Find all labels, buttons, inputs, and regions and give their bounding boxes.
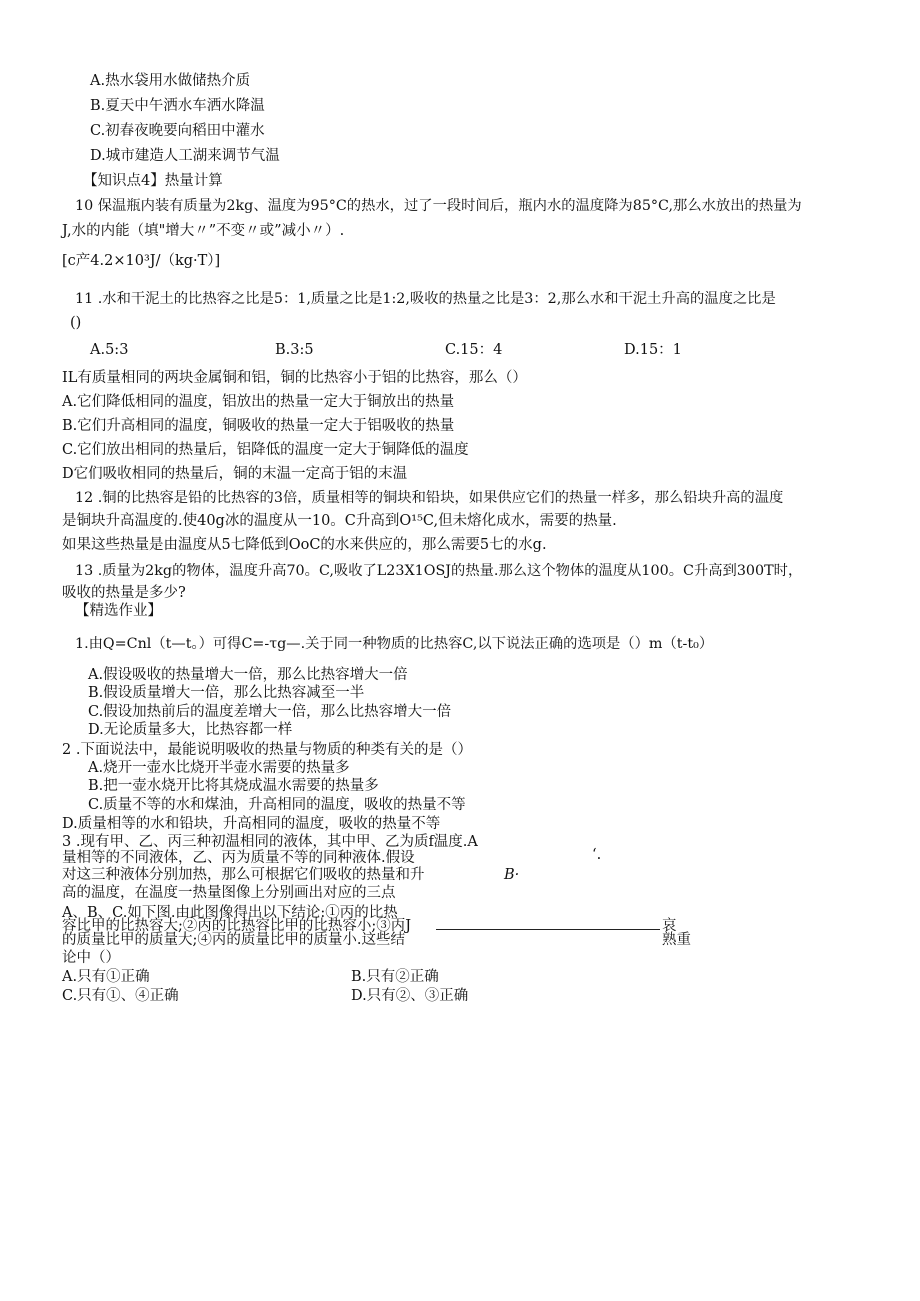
- hw3-option-a: A.只有①正确: [62, 969, 150, 985]
- qIL-stem: IL有质量相同的两块金属铜和铝，铜的比热容小于铝的比热容，那么（）: [62, 370, 527, 386]
- knowledge-point-4-heading: 【知识点4】热量计算: [83, 173, 223, 189]
- hw3-figure-mark-1: ‘.: [592, 847, 602, 863]
- hw2-option-a: A.烧开一壶水比烧开半壶水需要的热量多: [88, 760, 350, 776]
- q9-option-a: A.热水袋用水做储热介质: [90, 73, 251, 89]
- q10-line-1: 10 保温瓶内装有质量为2kg、温度为95°C的热水，过了一段时间后，瓶内水的温度降为85°C,那么水放出的热量为: [75, 198, 802, 214]
- q13-line-1: 13 .质量为2kg的物体，温度升高70。C,吸收了L23X1OSJ的热量.那么这个物体的温度从100。C升高到300T时，: [75, 563, 803, 579]
- q11-option-a: A.5:3: [90, 342, 129, 358]
- q9-option-b: B.夏天中午洒水车洒水降温: [90, 98, 265, 114]
- q11-option-c: C.15：4: [445, 342, 503, 358]
- q11-option-d: D.15：1: [624, 342, 682, 358]
- qIL-option-c: C.它们放出相同的热量后，铝降低的温度一定大于铜降低的温度: [62, 442, 469, 458]
- hw3-option-d: D.只有②、③正确: [351, 988, 469, 1004]
- qIL-option-a: A.它们降低相同的温度，铝放出的热量一定大于铜放出的热量: [62, 394, 455, 410]
- hw3-figure-axis-line: [436, 929, 660, 930]
- hw3-line-6: 容比甲的比热容大;②丙的比热容比甲的比热容小;③丙J: [62, 918, 412, 934]
- hw3-line-4: 高的温度，在温度一热量图像上分别画出对应的三点: [62, 885, 396, 901]
- q11-option-b: B.3:5: [275, 342, 314, 358]
- q10-line-3: [c产4.2×10³J/（kg·T）]: [62, 253, 221, 269]
- qIL-option-b: B.它们升高相同的温度，铜吸收的热量一定大于铝吸收的热量: [62, 418, 455, 434]
- hw3-line-5: A、B、C.如下图.由此图像得出以下结论:①丙的比热: [62, 905, 398, 921]
- q13-line-2: 吸收的热量是多少?: [62, 585, 186, 601]
- hw2-option-c: C.质量不等的水和煤油，升高相同的温度，吸收的热量不等: [88, 797, 466, 813]
- q12-line-3: 如果这些热量是由温度从5七降低到OoC的水来供应的，那么需要5七的水g.: [62, 537, 547, 553]
- q10-line-2: J,水的内能（填"增大〃”不变〃或”减小〃）.: [62, 223, 345, 239]
- hw2-option-d: D.质量相等的水和铅块，升高相同的温度，吸收的热量不等: [62, 816, 441, 832]
- q12-line-1: 12 .铜的比热容是铅的比热容的3倍，质量相等的铜块和铅块，如果供应它们的热量一样多，那么铅块升高的温度: [75, 490, 784, 506]
- homework-heading: 【精选作业】: [75, 603, 162, 619]
- q11-line-1: 11 .水和干泥土的比热容之比是5：1,质量之比是1:2,吸收的热量之比是3：2,那么水和干泥土升高的温度之比是: [75, 291, 776, 307]
- hw1-option-a: A.假设吸收的热量增大一倍，那么比热容增大一倍: [88, 667, 408, 683]
- hw2-stem: 2 .下面说法中，最能说明吸收的热量与物质的种类有关的是（）: [62, 742, 472, 758]
- q11-line-2: (): [70, 315, 82, 331]
- hw3-option-b: B.只有②正确: [351, 969, 439, 985]
- hw1-stem: 1.由Q=Cnl（t—t。）可得C=-τg—.关于同一种物质的比热容C,以下说法正确的选项是（）m（t-t₀）: [75, 636, 714, 652]
- hw3-option-c: C.只有①、④正确: [62, 988, 179, 1004]
- q9-option-d: D.城市建造人工湖来调节气温: [90, 148, 280, 164]
- hw3-line-7: 的质量比甲的质量大;④丙的质量比甲的质量小.这些结: [62, 932, 405, 948]
- hw3-line-1: 3 .现有甲、乙、丙三种初温相同的液体，其中甲、乙为质f温度.A: [62, 834, 478, 850]
- hw3-line-2: 量相等的不同液体，乙、丙为质量不等的同种液体.假设: [62, 850, 415, 866]
- q9-option-c: C.初春夜晚要向稻田中灌水: [90, 123, 265, 139]
- q12-line-2: 是铜块升高温度的.使40g冰的温度从一10。C升高到O¹⁵C,但未熔化成水，需要的热量.: [62, 513, 617, 529]
- qIL-option-d: D它们吸收相同的热量后，铜的末温一定高于铝的末温: [62, 466, 408, 482]
- hw3-line-8: 论中（）: [62, 950, 120, 966]
- hw3-figure-mark-2: 哀: [662, 918, 677, 934]
- hw3-figure-axis-label: 熟重: [662, 932, 691, 948]
- hw1-option-d: D.无论质量多大，比热容都一样: [88, 722, 293, 738]
- hw1-option-b: B.假设质量增大一倍，那么比热容减至一半: [88, 685, 365, 701]
- hw2-option-b: B.把一壶水烧开比将其烧成温水需要的热量多: [88, 778, 379, 794]
- hw3-figure-point-b: B·: [504, 867, 520, 883]
- hw1-option-c: C.假设加热前后的温度差增大一倍，那么比热容增大一倍: [88, 704, 452, 720]
- hw3-line-3: 对这三种液体分别加热，那么可根据它们吸收的热量和升: [62, 867, 425, 883]
